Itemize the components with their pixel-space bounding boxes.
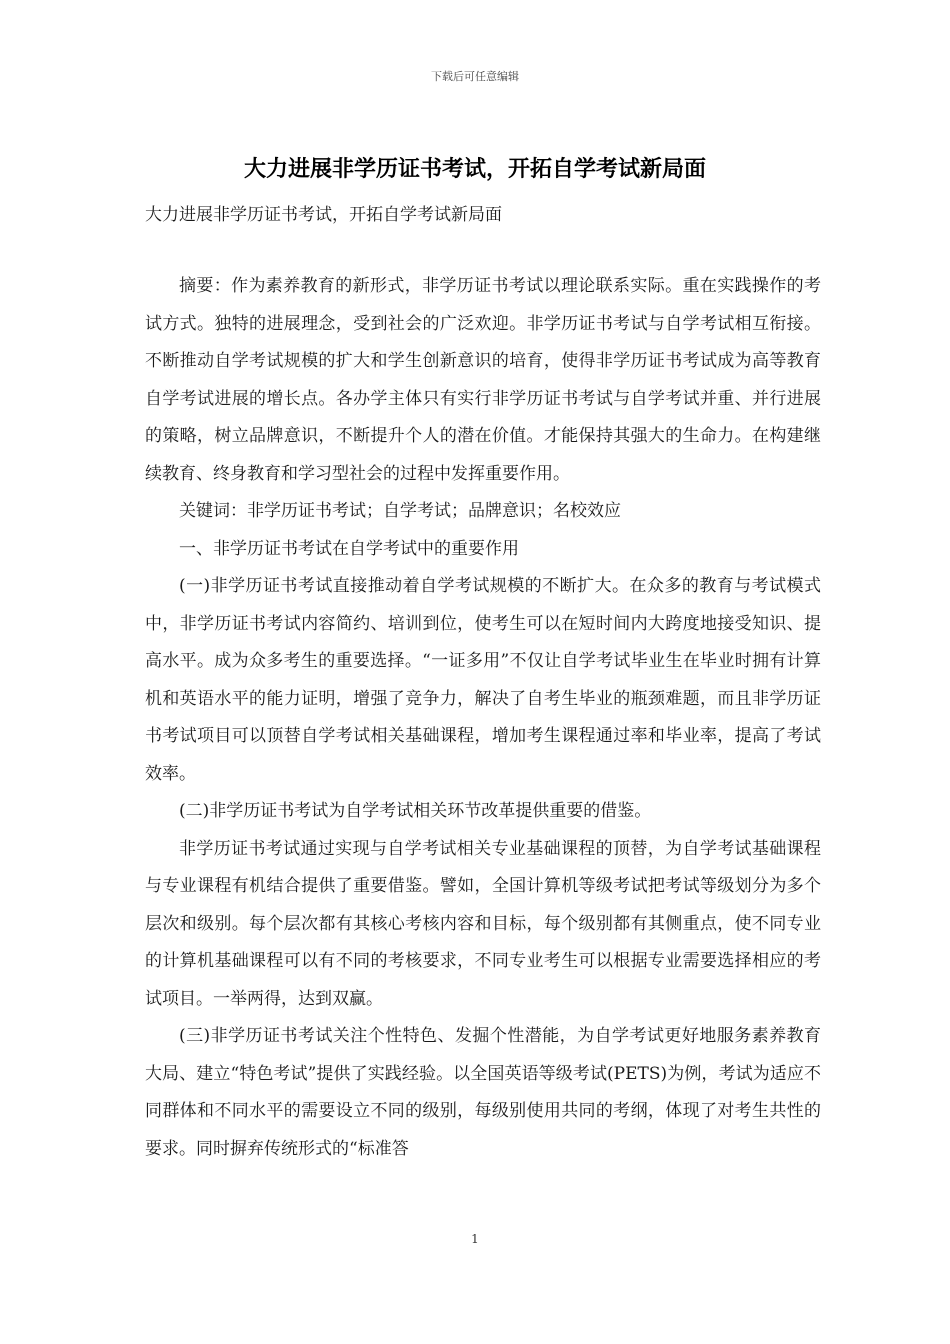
body-paragraph: (二)非学历证书考试为自学考试相关环节改革提供重要的借鉴。 [179,801,652,821]
body-paragraph: (一)非学历证书考试直接推动着自学考试规模的不断扩大。在众多的教育与考试模式中，非学历证书考试内容简约、培训到位，使考生可以在短时间内大跨度地接受知识、提高水平。成为众多考生的重要选择。“一证多用”不仅让自学考试毕业生在毕业时拥有计算机和英语水平的能力证明，增强了竞争力，解决了自考生毕业的瓶颈难题，而且非学历证书考试项目可以顶替自学考试相关基础课程，增加考生课程通过率和毕业率，提高了考试效率。 [145,576,821,784]
abstract-paragraph: 摘要：作为素养教育的新形式，非学历证书考试以理论联系实际。重在实践操作的考试方式。独特的进展理念，受到社会的广泛欢迎。非学历证书考试与自学考试相互衔接。不断推动自学考试规模的扩大和学生创新意识的培育，使得非学历证书考试成为高等教育自学考试进展的增长点。各办学主体只有实行非学历证书考试与自学考试并重、并行进展的策略，树立品牌意识，不断提升个人的潜在价值。才能保持其强大的生命力。在构建继续教育、终身教育和学习型社会的过程中发挥重要作用。 [145,276,821,484]
page-number: 1 [471,1232,479,1246]
document-body [145,268,821,1168]
keywords-paragraph: 关键词：非学历证书考试；自学考试；品牌意识；名校效应 [179,501,621,521]
document-title: 大力进展非学历证书考试，开拓自学考试新局面 [243,156,706,182]
document-subtitle: 大力进展非学历证书考试，开拓自学考试新局面 [145,205,502,225]
header-note: 下载后可任意编辑 [431,70,519,83]
section-heading: 一、非学历证书考试在自学考试中的重要作用 [179,538,519,559]
body-paragraph: 非学历证书考试通过实现与自学考试相关专业基础课程的顶替，为自学考试基础课程与专业课程有机结合提供了重要借鉴。譬如，全国计算机等级考试把考试等级划分为多个层次和级别。每个层次都有其核心考核内容和目标，每个级别都有其侧重点，使不同专业的计算机基础课程可以有不同的考核要求，不同专业考生可以根据专业需要选择相应的考试项目。一举两得，达到双赢。 [145,838,821,1009]
body-paragraph: (三)非学历证书考试关注个性特色、发掘个性潜能，为自学考试更好地服务素养教育大局、建立“特色考试”提供了实践经验。以全国英语等级考试(PETS)为例，考试为适应不同群体和不同水平的需要设立不同的级别，每级别使用共同的考纲，体现了对考生共性的要求。同时摒弃传统形式的“标准答 [145,1026,821,1159]
